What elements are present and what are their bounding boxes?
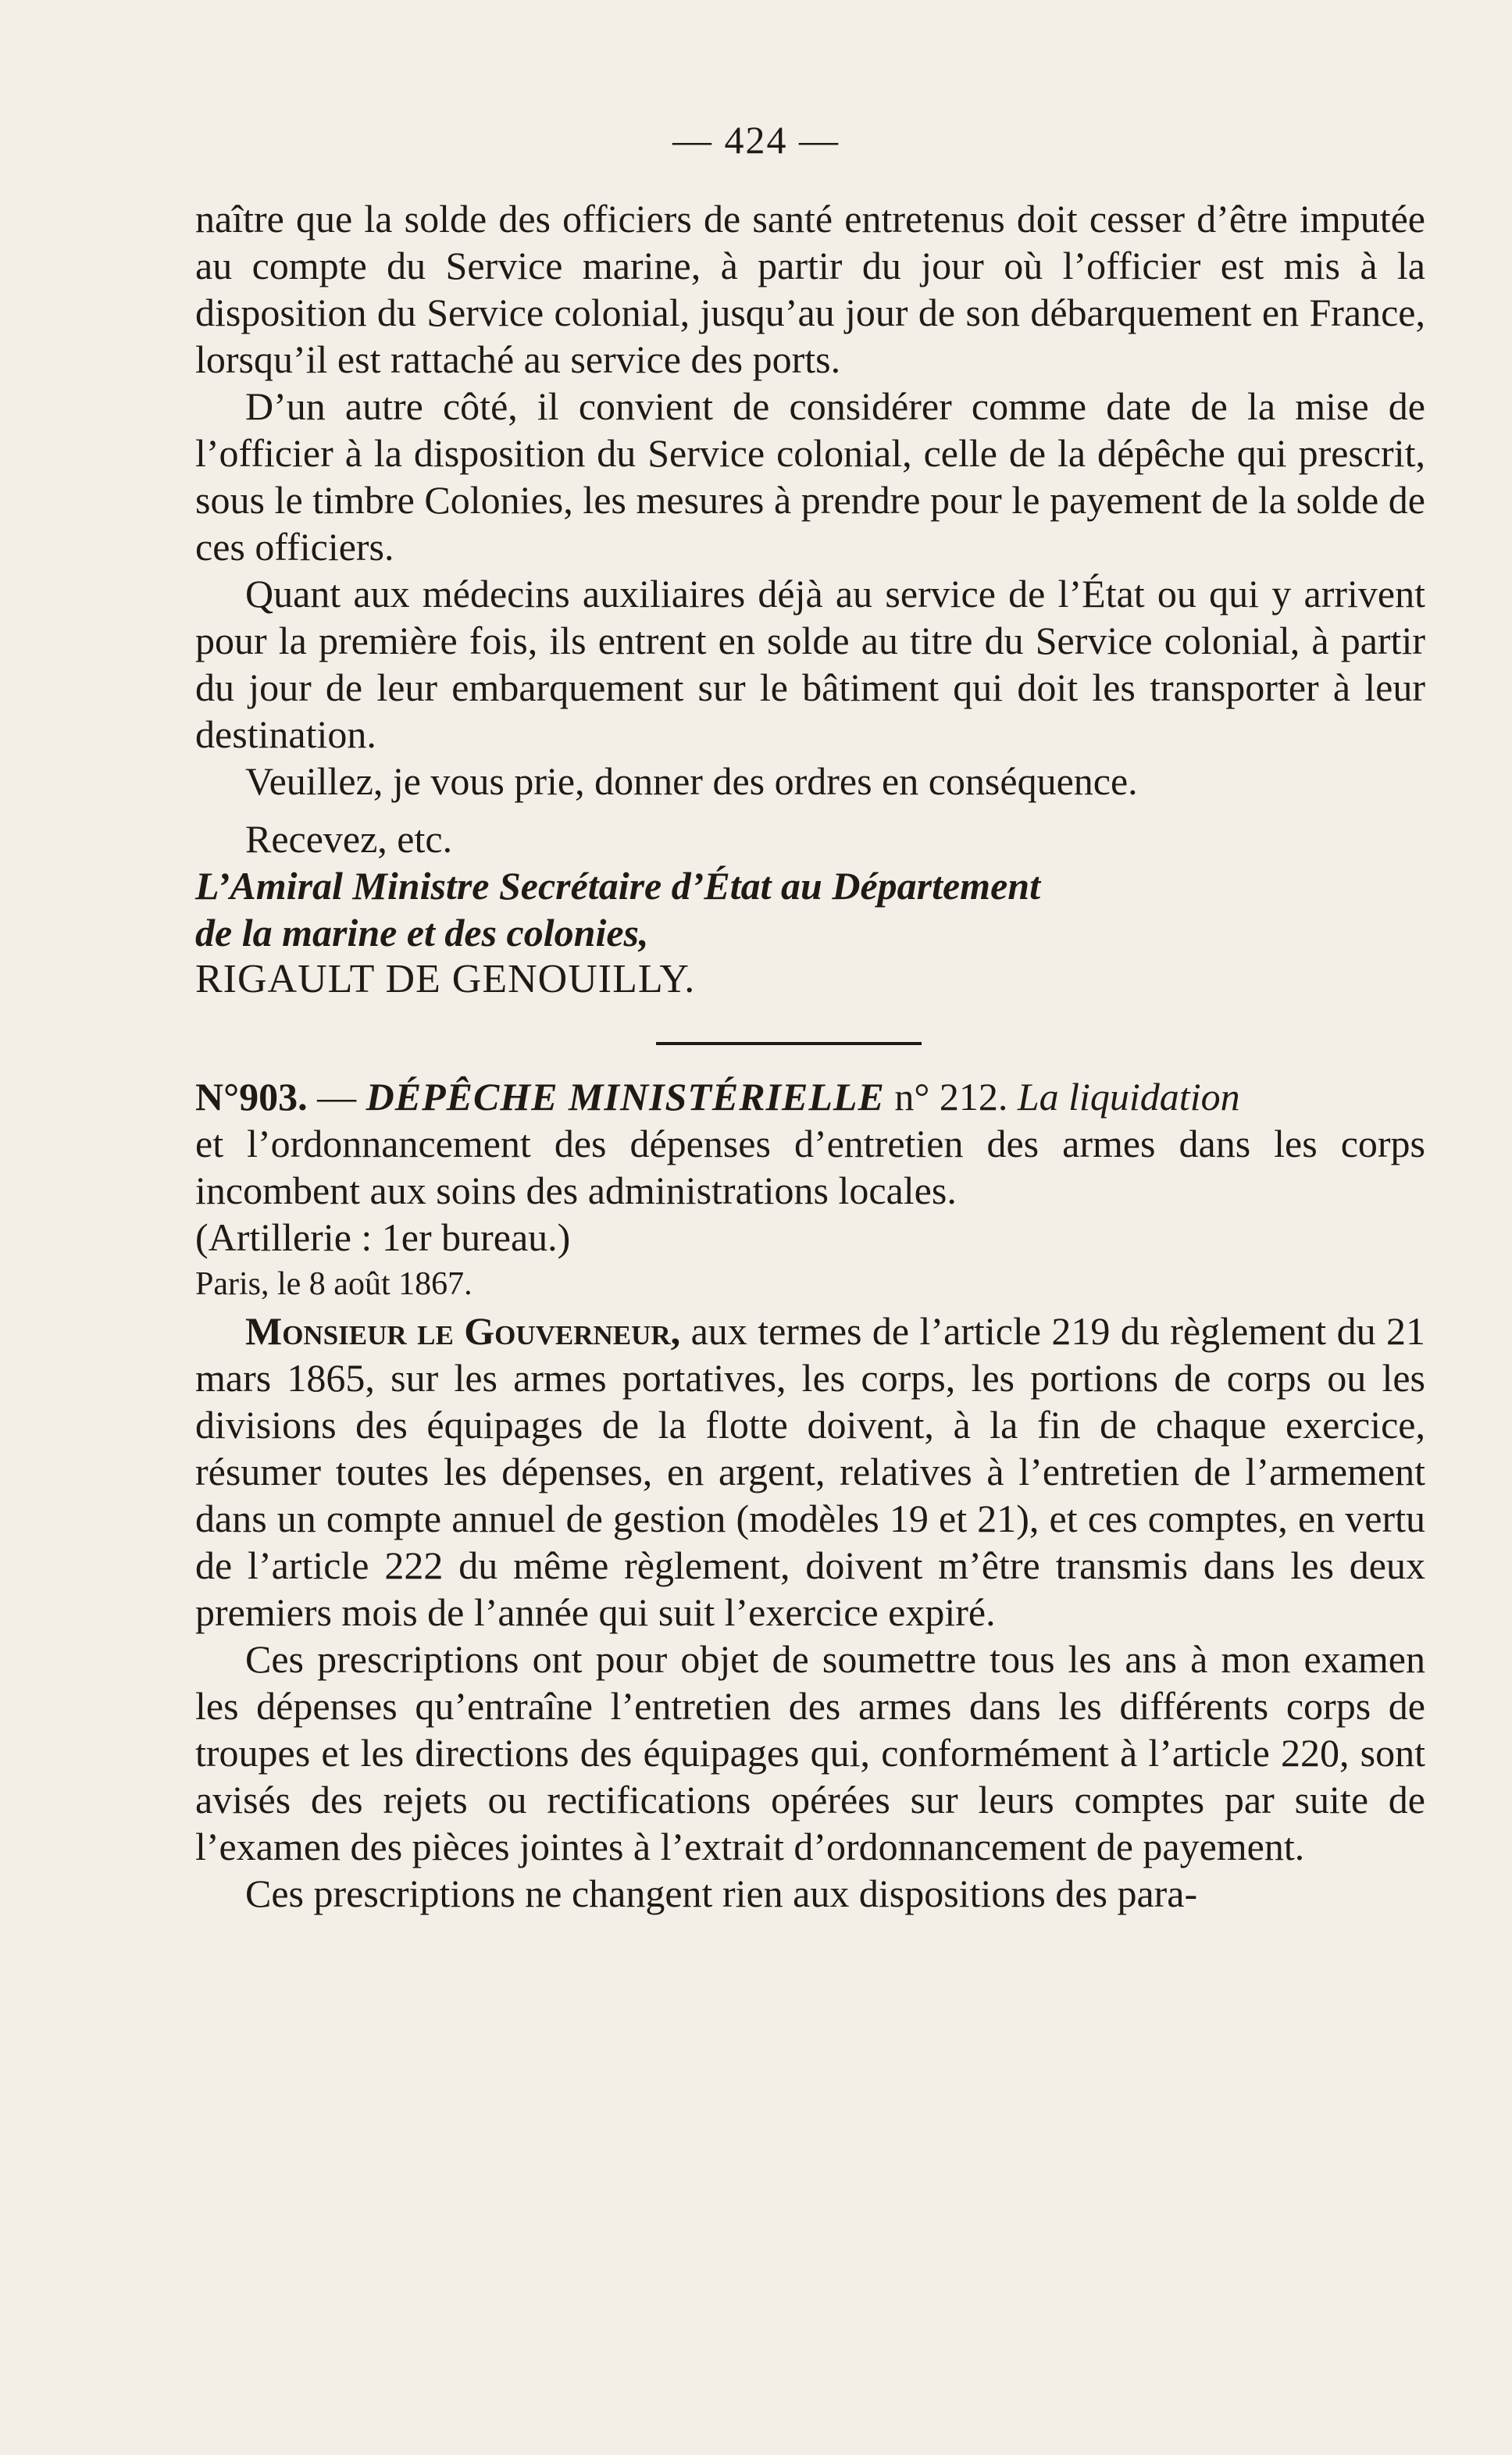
salutation: Monsieur le Gouverneur, [245,1309,681,1353]
paragraph: Ces prescriptions ont pour objet de soumettre tous les ans à mon examen les dépenses qu’entraîne l’entretien des armes dans les différents corps de troupes et les directions des équipages qui, conformément à l’article 220, sont avisés des rejets ou rectifications opérées sur leurs comptes par suite de l’examen des pièces jointes à l’extrait d’ordonnancement de payement. [195,1637,1425,1868]
dispatch-type: DÉPÊCHE MINISTÉRIELLE [366,1075,885,1119]
dispatch-date: Paris, le 8 août 1867. [195,1266,472,1302]
dispatch-ref: n° 212. [884,1075,1008,1119]
dispatch-subject: et l’ordonnancement des dépenses d’entretien des armes dans les corps incombent aux soins des administrations locales. [195,1122,1425,1212]
paragraph-continuation: naître que la solde des officiers de santé entretenus doit cesser d’être imputée au compte du Service marine, à partir du jour où l’officier est mis à la disposition du Service colonial, jusqu’au jour de son débarquement en France, lorsqu’il est rattaché au service des ports. [195,197,1425,381]
letter-paragraph-text: aux termes de l’article 219 du règlement du 21 mars 1865, sur les armes portatives, les corps, les portions de corps ou les divisions des équipages de la flotte doivent, à la fin de chaque exercice, résumer toutes les dépenses, en argent, relatives à l’entretien de l’armement dans un compte annuel de gestion (modèles 19 et 21), et ces comptes, en vertu de l’article 222 du même règlement, doivent m’être transmis dans les deux premiers mois de l’année qui suit l’exercice expiré. [195,1309,1426,1634]
paragraph: Quant aux médecins auxiliaires déjà au service de l’État ou qui y arrivent pour la première fois, ils entrent en solde au titre du Service colonial, à partir du jour de leur embarquement sur le bâtiment qui doit les transporter à leur destination. [195,572,1425,756]
paragraph: Veuillez, je vous prie, donner des ordres en conséquence. [245,759,1138,803]
signature-name: RIGAULT DE GENOUILLY. [195,957,696,1001]
dispatch-number: N°903. [195,1075,308,1119]
signature-title-line1: L’Amiral Ministre Secrétaire d’État au Département [195,864,1040,908]
dispatch-bureau: (Artillerie : 1er bureau.) [195,1215,571,1259]
closing: Recevez, etc. [245,817,453,861]
letter-first-paragraph [195,1308,1425,1636]
dispatch-dash: — [307,1075,366,1119]
section-divider [656,1042,922,1045]
signature-title-line2: de la marine et des colonies, [195,911,649,955]
page-number: — 424 — [672,118,840,162]
dispatch-heading [195,1073,1425,1120]
dispatch-subject-start: La liquidation [1007,1075,1240,1119]
paragraph: D’un autre côté, il convient de considérer comme date de la mise de l’officier à la disposition du Service colonial, celle de la dépêche qui prescrit, sous le timbre Colonies, les mesures à prendre pour le payement de la solde de ces officiers. [195,384,1425,569]
body-text [195,195,1425,1917]
paragraph: Ces prescriptions ne changent rien aux dispositions des para- [245,1872,1198,1915]
